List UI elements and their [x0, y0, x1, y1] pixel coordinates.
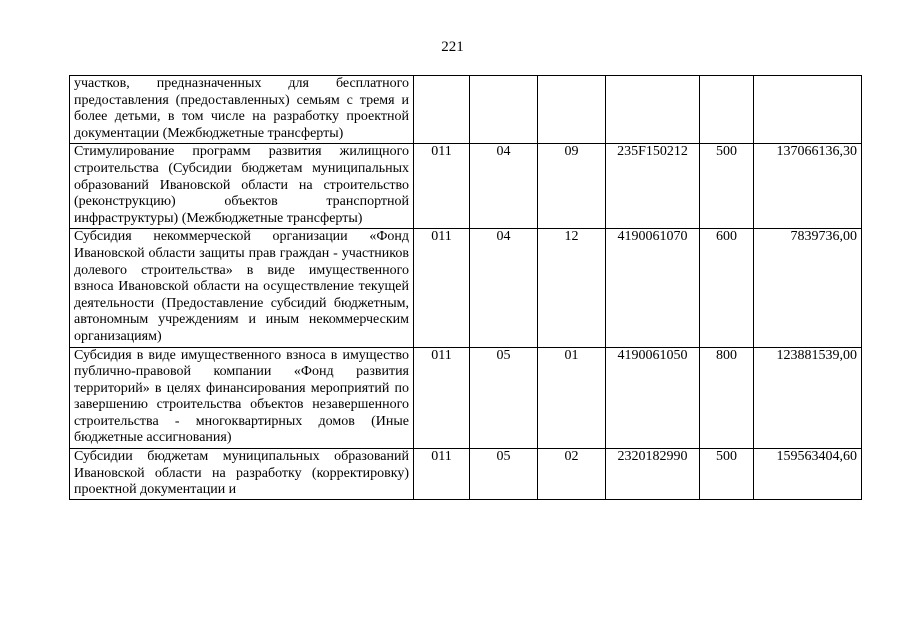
expense-type-cell: 500 — [700, 144, 754, 229]
subsection-code-cell — [538, 76, 606, 144]
table-row — [70, 449, 862, 500]
section-code-cell: 04 — [470, 144, 538, 229]
ministry-code-cell: 011 — [414, 229, 470, 347]
row-description: Субсидии бюджетам муниципальных образований Ивановской области на разработку (корректировку) проектной документации и — [74, 449, 409, 498]
target-article-cell: 235F150212 — [606, 144, 700, 229]
ministry-code-cell: 011 — [414, 347, 470, 449]
amount-cell: 7839736,00 — [754, 229, 862, 347]
subsection-code-cell: 01 — [538, 347, 606, 449]
row-description: Субсидия в виде имущественного взноса в имущество публично-правовой компании «Фонд развития территорий» в целях финансирования мероприятий по завершению строительства объектов незавершенного строительства - многоквартирных домов (Иные бюджетные ассигнования) — [70, 347, 414, 449]
section-code-cell — [470, 76, 538, 144]
section-code-cell: 05 — [470, 449, 538, 500]
row-description: Субсидия некоммерческой организации «Фонд Ивановской области защиты прав граждан - участников долевого строительства» в виде имущественного взноса Ивановской области на осуществление текущей деятельности (Предоставление субсидий бюджетным, автономным учреждениям и иным некоммерческим организациям) — [70, 229, 414, 347]
ministry-code-cell — [414, 76, 470, 144]
amount-cell — [754, 76, 862, 144]
expense-type-cell: 500 — [700, 449, 754, 500]
target-article-cell: 2320182990 — [606, 449, 700, 500]
expense-type-cell — [700, 76, 754, 144]
section-code-cell: 04 — [470, 229, 538, 347]
budget-table — [69, 75, 862, 500]
row-description: участков, предназначенных для бесплатного предоставления (предоставленных) семьям с тремя и более детьми, в том числе на разработку проектной документации (Межбюджетные трансферты) — [70, 76, 414, 144]
row-description-cell — [70, 449, 414, 500]
subsection-code-cell: 12 — [538, 229, 606, 347]
table-row — [70, 76, 862, 144]
subsection-code-cell: 09 — [538, 144, 606, 229]
target-article-cell — [606, 76, 700, 144]
target-article-cell: 4190061070 — [606, 229, 700, 347]
amount-cell: 159563404,60 — [754, 449, 862, 500]
table-row — [70, 229, 862, 347]
row-description: Стимулирование программ развития жилищного строительства (Субсидии бюджетам муниципальных образований Ивановской области на строительство (реконструкцию) объектов транспортной инфраструктуры) (Межбюджетные трансферты) — [70, 144, 414, 229]
table-row — [70, 347, 862, 449]
section-code-cell: 05 — [470, 347, 538, 449]
target-article-cell: 4190061050 — [606, 347, 700, 449]
subsection-code-cell: 02 — [538, 449, 606, 500]
ministry-code-cell: 011 — [414, 144, 470, 229]
expense-type-cell: 600 — [700, 229, 754, 347]
amount-cell: 123881539,00 — [754, 347, 862, 449]
ministry-code-cell: 011 — [414, 449, 470, 500]
page-number: 221 — [441, 39, 464, 55]
table-row — [70, 144, 862, 229]
amount-cell: 137066136,30 — [754, 144, 862, 229]
expense-type-cell: 800 — [700, 347, 754, 449]
